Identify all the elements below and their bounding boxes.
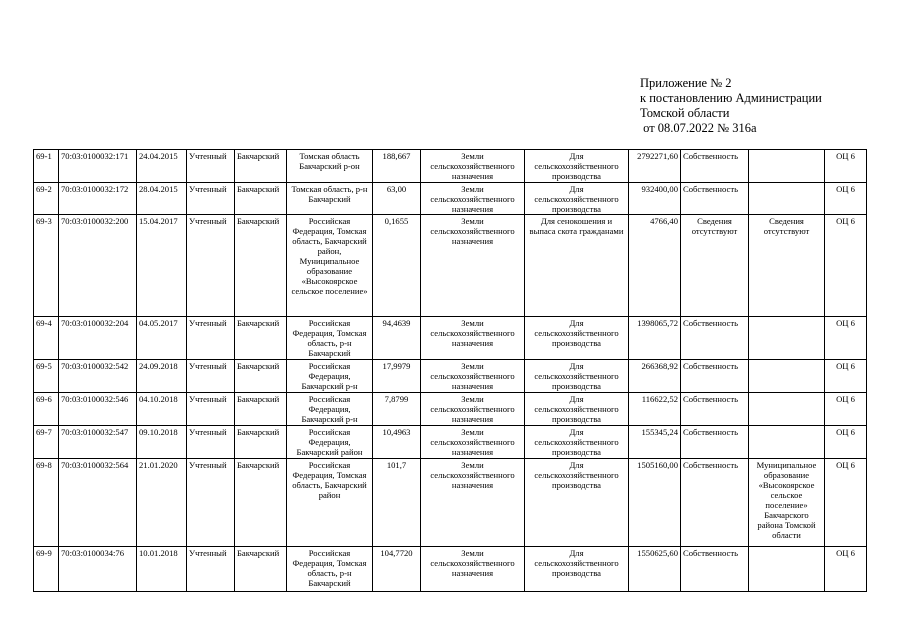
permitted-use-cell: Для сельскохозяйственного производства (525, 459, 629, 547)
owner-cell (749, 547, 825, 592)
address-cell: Российская Федерация, Бакчарский район (287, 426, 373, 459)
appendix-header (640, 76, 822, 136)
district-cell: Бакчарский (235, 547, 287, 592)
cadastral-cost-cell: 932400,00 (629, 183, 681, 215)
cadastral-cost-cell: 116622,52 (629, 393, 681, 426)
registration-date-cell: 04.10.2018 (137, 393, 187, 426)
registration-date-cell: 24.04.2015 (137, 150, 187, 183)
code-cell: ОЦ 6 (825, 360, 867, 393)
code-cell: ОЦ 6 (825, 183, 867, 215)
cadastral-cost-cell: 2792271,60 (629, 150, 681, 183)
area-value-cell: 7,8799 (373, 393, 421, 426)
code-cell: ОЦ 6 (825, 215, 867, 317)
plot-status-cell: Учтенный (187, 547, 235, 592)
registration-date-cell: 28.04.2015 (137, 183, 187, 215)
address-cell: Российская Федерация, Томская область, р-н Бакчарский (287, 547, 373, 592)
district-cell: Бакчарский (235, 317, 287, 360)
address-cell: Российская Федерация, Томская область, Бакчарский район (287, 459, 373, 547)
permitted-use-cell: Для сельскохозяйственного производства (525, 150, 629, 183)
row-number-cell: 69-1 (34, 150, 59, 183)
area-value-cell: 94,4639 (373, 317, 421, 360)
appendix-date: от 08.07.2022 № 316а (640, 121, 757, 135)
appendix-subtitle: к постановлению Администрации (640, 91, 822, 105)
area-value-cell: 101,7 (373, 459, 421, 547)
cadastral-number-cell: 70:03:0100032:171 (59, 150, 137, 183)
address-cell: Российская Федерация, Бакчарский р-н (287, 360, 373, 393)
address-cell: Российская Федерация, Томская область, р-н Бакчарский (287, 317, 373, 360)
owner-cell (749, 360, 825, 393)
district-cell: Бакчарский (235, 215, 287, 317)
cadastral-cost-cell: 1505160,00 (629, 459, 681, 547)
owner-cell (749, 426, 825, 459)
permitted-use-cell: Для сельскохозяйственного производства (525, 360, 629, 393)
cadastral-number-cell: 70:03:0100034:76 (59, 547, 137, 592)
registration-date-cell: 04.05.2017 (137, 317, 187, 360)
registration-date-cell: 15.04.2017 (137, 215, 187, 317)
land-category-cell: Земли сельскохозяйственного назначения (421, 360, 525, 393)
owner-cell (749, 183, 825, 215)
code-cell: ОЦ 6 (825, 317, 867, 360)
plot-status-cell: Учтенный (187, 360, 235, 393)
permitted-use-cell: Для сельскохозяйственного производства (525, 547, 629, 592)
row-number-cell: 69-2 (34, 183, 59, 215)
permitted-use-cell: Для сельскохозяйственного производства (525, 393, 629, 426)
land-category-cell: Земли сельскохозяйственного назначения (421, 215, 525, 317)
row-number-cell: 69-3 (34, 215, 59, 317)
registration-date-cell: 21.01.2020 (137, 459, 187, 547)
cadastral-cost-cell: 266368,92 (629, 360, 681, 393)
table-row (34, 547, 867, 592)
registration-date-cell: 24.09.2018 (137, 360, 187, 393)
row-number-cell: 69-7 (34, 426, 59, 459)
plot-status-cell: Учтенный (187, 426, 235, 459)
land-category-cell: Земли сельскохозяйственного назначения (421, 183, 525, 215)
right-type-cell: Собственность (681, 393, 749, 426)
land-category-cell: Земли сельскохозяйственного назначения (421, 150, 525, 183)
cadastral-number-cell: 70:03:0100032:542 (59, 360, 137, 393)
cadastral-cost-cell: 4766,40 (629, 215, 681, 317)
owner-cell (749, 317, 825, 360)
registration-date-cell: 10.01.2018 (137, 547, 187, 592)
code-cell: ОЦ 6 (825, 459, 867, 547)
land-category-cell: Земли сельскохозяйственного назначения (421, 426, 525, 459)
appendix-title: Приложение № 2 (640, 76, 732, 90)
table-row (34, 393, 867, 426)
row-number-cell: 69-4 (34, 317, 59, 360)
district-cell: Бакчарский (235, 426, 287, 459)
land-category-cell: Земли сельскохозяйственного назначения (421, 317, 525, 360)
right-type-cell: Собственность (681, 426, 749, 459)
table-row (34, 215, 867, 317)
table-row (34, 317, 867, 360)
permitted-use-cell: Для сенокошения и выпаса скота гражданами (525, 215, 629, 317)
permitted-use-cell: Для сельскохозяйственного производства (525, 183, 629, 215)
right-type-cell: Сведения отсутствуют (681, 215, 749, 317)
district-cell: Бакчарский (235, 393, 287, 426)
owner-cell: Муниципальное образование «Высокоярское сельское поселение» Бакчарского района Томской области (749, 459, 825, 547)
plot-status-cell: Учтенный (187, 459, 235, 547)
area-value-cell: 0,1655 (373, 215, 421, 317)
row-number-cell: 69-5 (34, 360, 59, 393)
address-cell: Томская область, р-н Бакчарский (287, 183, 373, 215)
row-number-cell: 69-8 (34, 459, 59, 547)
area-value-cell: 10,4963 (373, 426, 421, 459)
right-type-cell: Собственность (681, 547, 749, 592)
cadastral-number-cell: 70:03:0100032:546 (59, 393, 137, 426)
cadastral-number-cell: 70:03:0100032:172 (59, 183, 137, 215)
land-category-cell: Земли сельскохозяйственного назначения (421, 547, 525, 592)
address-cell: Российская Федерация, Бакчарский р-н (287, 393, 373, 426)
district-cell: Бакчарский (235, 183, 287, 215)
row-number-cell: 69-9 (34, 547, 59, 592)
area-value-cell: 63,00 (373, 183, 421, 215)
district-cell: Бакчарский (235, 360, 287, 393)
area-value-cell: 188,667 (373, 150, 421, 183)
cadastral-cost-cell: 1550625,60 (629, 547, 681, 592)
plot-status-cell: Учтенный (187, 317, 235, 360)
address-cell: Российская Федерация, Томская область, Бакчарский район, Муниципальное образование «Высокоярское сельское поселение» (287, 215, 373, 317)
right-type-cell: Собственность (681, 150, 749, 183)
owner-cell: Сведения отсутствуют (749, 215, 825, 317)
plot-status-cell: Учтенный (187, 215, 235, 317)
area-value-cell: 104,7720 (373, 547, 421, 592)
appendix-region: Томской области (640, 106, 730, 120)
permitted-use-cell: Для сельскохозяйственного производства (525, 426, 629, 459)
table-row (34, 459, 867, 547)
table-row (34, 360, 867, 393)
cadastral-number-cell: 70:03:0100032:204 (59, 317, 137, 360)
plot-status-cell: Учтенный (187, 183, 235, 215)
table-row (34, 426, 867, 459)
land-category-cell: Земли сельскохозяйственного назначения (421, 393, 525, 426)
cadastral-cost-cell: 155345,24 (629, 426, 681, 459)
code-cell: ОЦ 6 (825, 150, 867, 183)
plot-status-cell: Учтенный (187, 150, 235, 183)
cadastral-number-cell: 70:03:0100032:547 (59, 426, 137, 459)
cadastral-number-cell: 70:03:0100032:200 (59, 215, 137, 317)
cadastral-cost-cell: 1398065,72 (629, 317, 681, 360)
table-row (34, 183, 867, 215)
right-type-cell: Собственность (681, 360, 749, 393)
row-number-cell: 69-6 (34, 393, 59, 426)
owner-cell (749, 393, 825, 426)
code-cell: ОЦ 6 (825, 547, 867, 592)
right-type-cell: Собственность (681, 183, 749, 215)
land-plots-table (33, 149, 867, 592)
district-cell: Бакчарский (235, 459, 287, 547)
owner-cell (749, 150, 825, 183)
right-type-cell: Собственность (681, 317, 749, 360)
plot-status-cell: Учтенный (187, 393, 235, 426)
code-cell: ОЦ 6 (825, 426, 867, 459)
registration-date-cell: 09.10.2018 (137, 426, 187, 459)
code-cell: ОЦ 6 (825, 393, 867, 426)
area-value-cell: 17,9979 (373, 360, 421, 393)
land-category-cell: Земли сельскохозяйственного назначения (421, 459, 525, 547)
permitted-use-cell: Для сельскохозяйственного производства (525, 317, 629, 360)
table-row (34, 150, 867, 183)
district-cell: Бакчарский (235, 150, 287, 183)
cadastral-number-cell: 70:03:0100032:564 (59, 459, 137, 547)
address-cell: Томская область Бакчарский р-он (287, 150, 373, 183)
right-type-cell: Собственность (681, 459, 749, 547)
